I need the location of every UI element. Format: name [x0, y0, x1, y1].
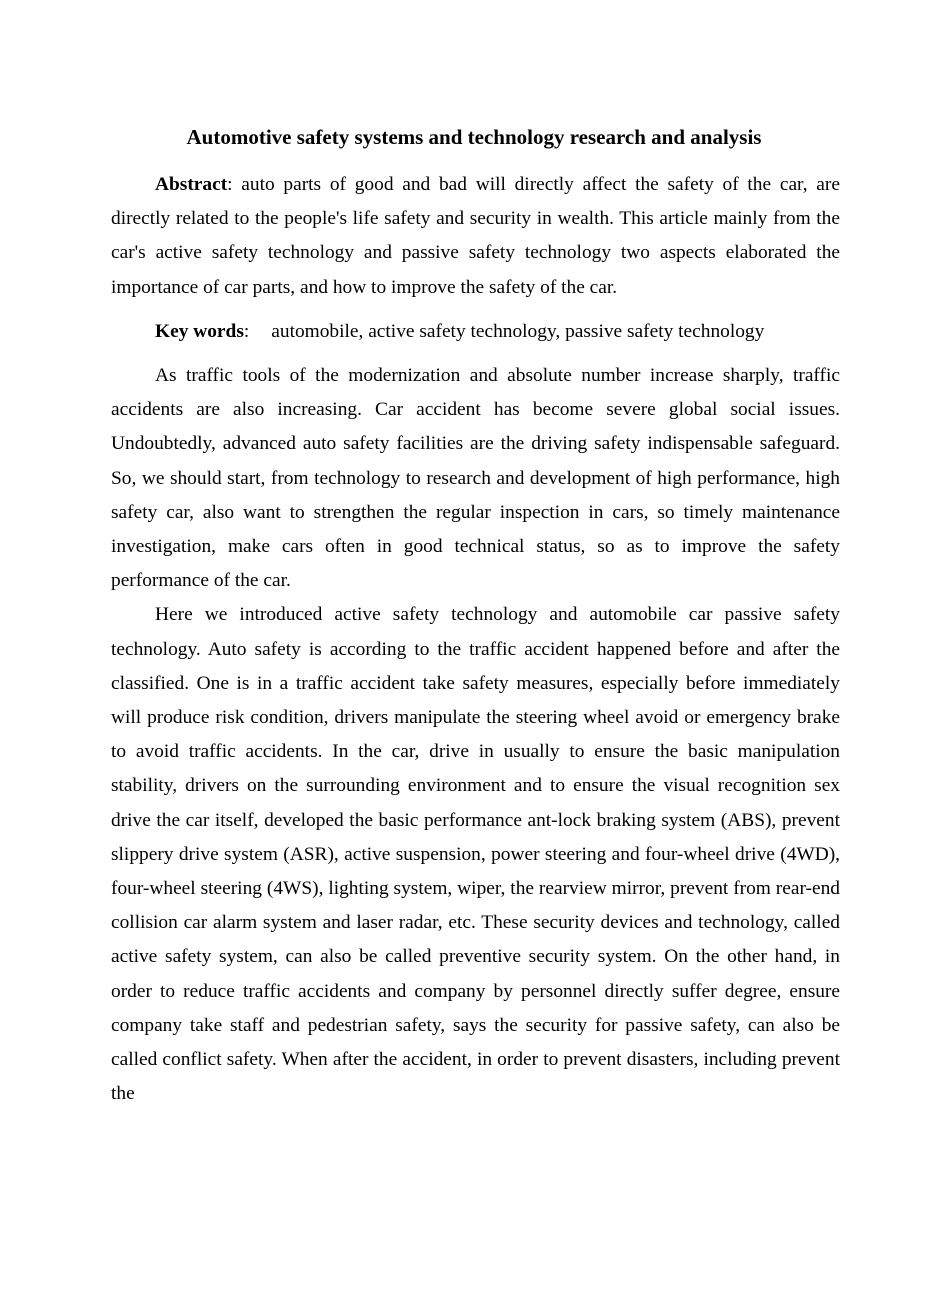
document-title: Automotive safety systems and technology research and analysis	[186, 125, 762, 149]
keywords-label: Key words	[155, 320, 244, 342]
abstract-text: auto parts of good and bad will directly affect the safety of the car, are directly related to the people's life safety and security in wealth. This article mainly from the car's active safety technology and passive safety technology two aspects elaborated the importance of car parts, and how to improve the safety of the car.	[111, 174, 840, 298]
abstract-paragraph	[111, 168, 840, 305]
keywords-separator: :	[243, 320, 250, 342]
body-paragraph-1: As traffic tools of the modernization and absolute number increase sharply, traffic accidents are also increasing. Car accident has become severe global social issues. Undoubtedly, advanced auto safety facilities are the driving safety indispensable safeguard. So, we should start, from technology to research and development of high performance, high safety car, also want to strengthen the regular inspection in cars, so timely maintenance investigation, make cars often in good technical status, so as to improve the safety performance of the car.	[111, 365, 840, 592]
keywords-text: automobile, active safety technology, passive safety technology	[271, 320, 765, 342]
abstract-separator: :	[227, 174, 242, 195]
document-page	[111, 120, 840, 1111]
body-paragraph-2: Here we introduced active safety technology and automobile car passive safety technology. Auto safety is according to the traffic accident happened before and after the classified. One is in a traffic accident take safety measures, especially before immediately will produce risk condition, drivers manipulate the steering wheel avoid or emergency brake to avoid traffic accidents. In the car, drive in usually to ensure the basic manipulation stability, drivers on the surrounding environment and to ensure the visual recognition sex drive the car itself, developed the basic performance ant-lock braking system (ABS), prevent slippery drive system (ASR), active suspension, power steering and four-wheel drive (4WD), four-wheel steering (4WS), lighting system, wiper, the rearview mirror, prevent from rear-end collision car alarm system and laser radar, etc. These security devices and technology, called active safety system, can also be called preventive security system. On the other hand, in order to reduce traffic accidents and company by personnel directly suffer degree, ensure company take staff and pedestrian safety, says the security for passive safety, can also be called conflict safety. When after the accident, in order to prevent disasters, including prevent the	[111, 604, 840, 1105]
keywords-paragraph	[111, 315, 840, 349]
abstract-label: Abstract	[155, 174, 228, 195]
